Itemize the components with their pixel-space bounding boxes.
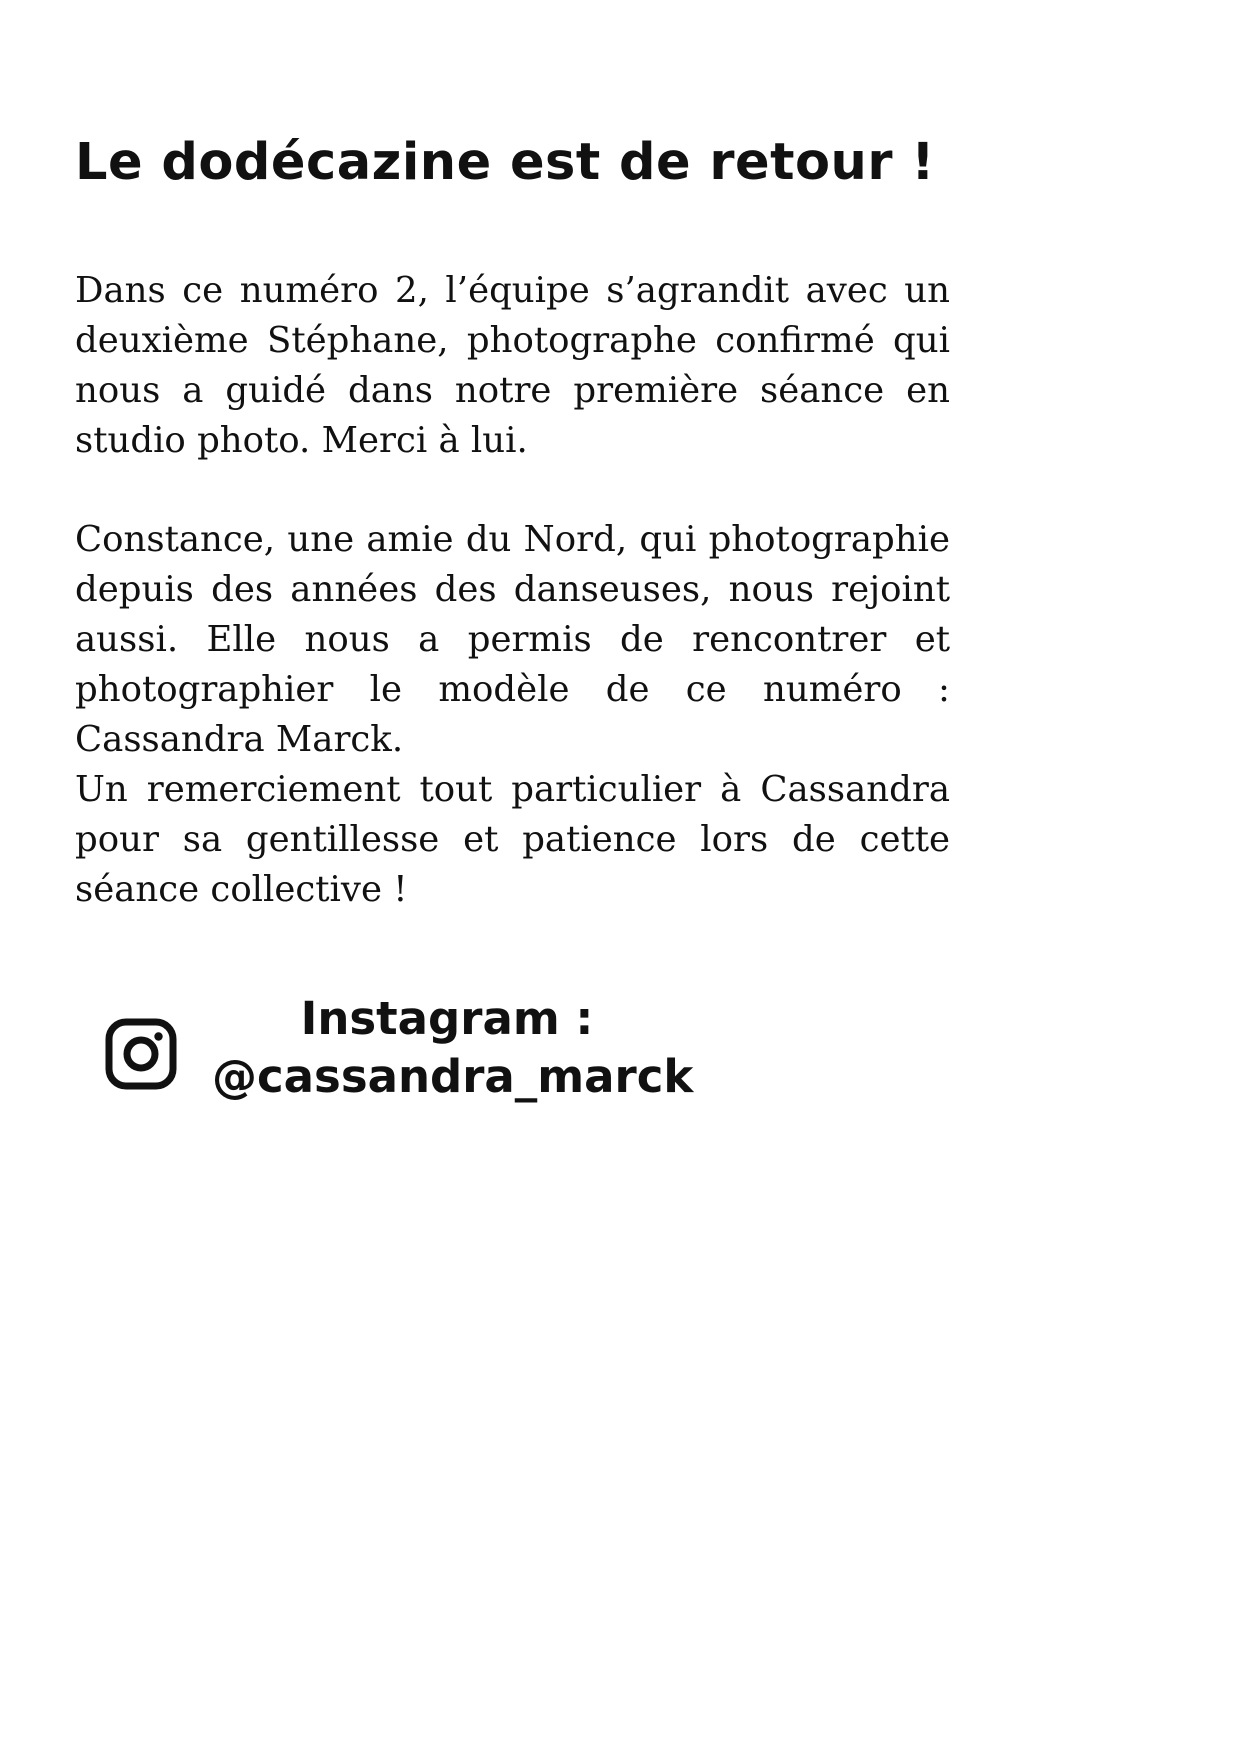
instagram-icon (105, 1018, 177, 1090)
page-title: Le dodécazine est de retour ! (75, 133, 936, 192)
paragraph-constance: Constance, une amie du Nord, qui photographie depuis des années des danseuses, nous rejoint aussi. Elle nous a permis de rencontrer et photographier le modèle de ce numéro : Cassandra Marck. (75, 519, 950, 760)
paragraph-thanks: Un remerciement tout particulier à Cassandra pour sa gentillesse et patience lors de cette séance collective ! (75, 769, 950, 910)
paragraph-team: Dans ce numéro 2, l’équipe s’agrandit avec un deuxième Stéphane, photographe confirmé qui nous a guidé dans notre première séance en studio photo. Merci à lui. (75, 270, 950, 461)
instagram-block (100, 990, 800, 1120)
instagram-handle: @cassandra_marck (212, 1050, 694, 1103)
instagram-handle-text (212, 990, 694, 1106)
instagram-label: Instagram : (300, 992, 594, 1045)
